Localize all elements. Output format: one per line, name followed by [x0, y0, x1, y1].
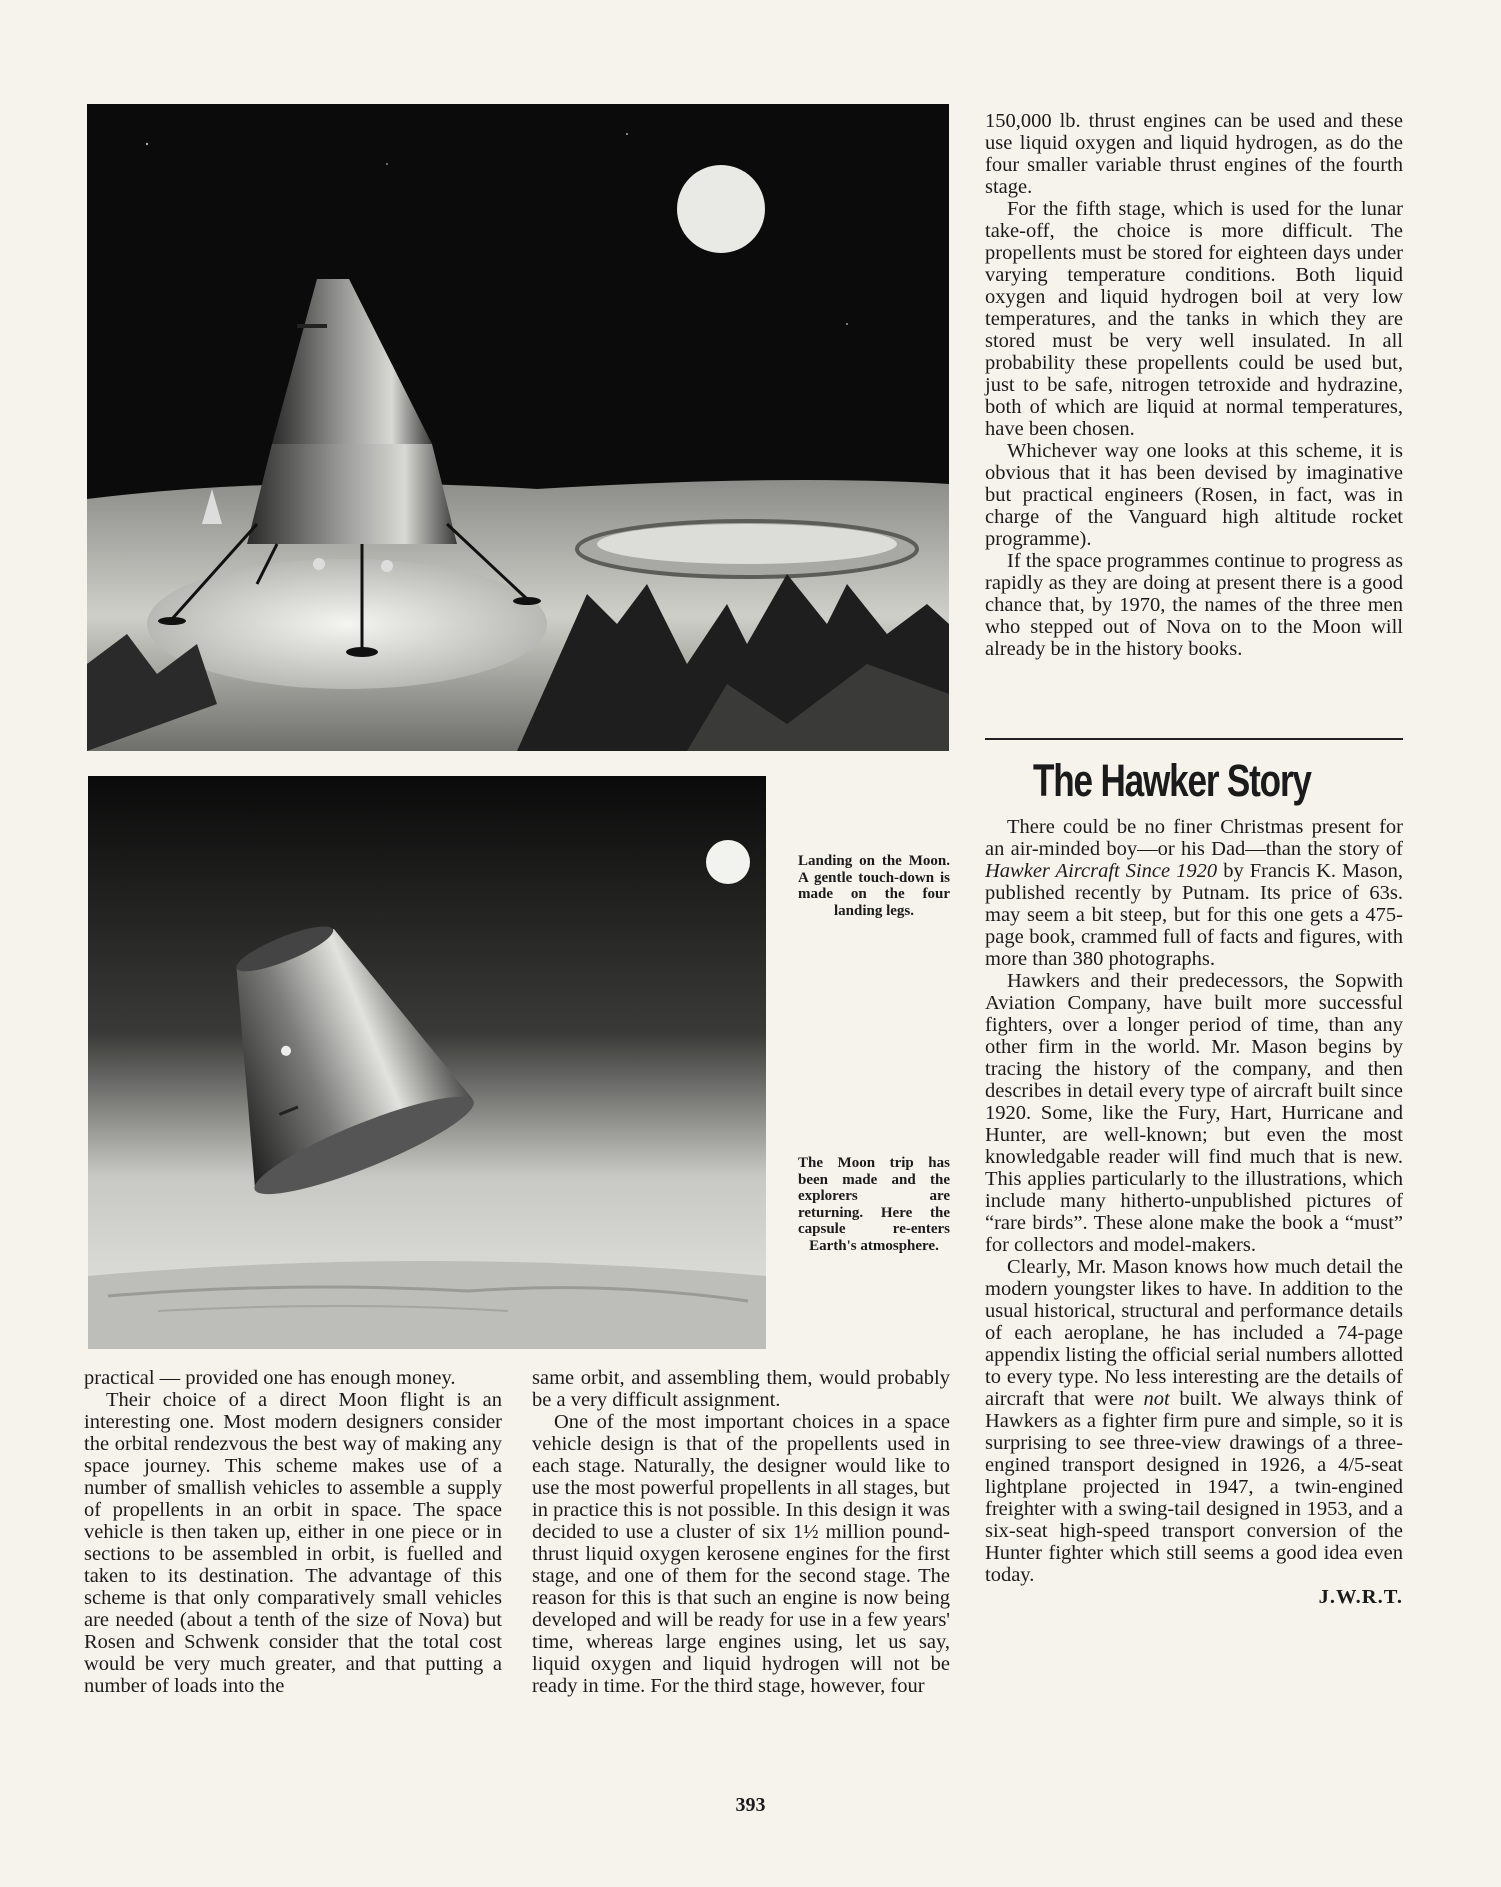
paragraph: Clearly, Mr. Mason knows how much detail the modern youngster likes to have. In addition to the usual historical, structural and performance details of each aeroplane, he has included a 74-page appendix listing the official serial numbers allotted to every type. No less interesting are the details of aircraft that were not built. We always think of Hawkers as a fighter firm pure and simple, so it is surprising to see three-view drawings of a three-engined transport designed in 1926, a 4/5-seat lightplane projected in 1947, a twin-engined freighter with a swing-tail designed in 1953, and a six-seat high-speed transport conversion of the Hunter fighter which still seems a good idea even today. — [985, 1256, 1403, 1586]
page-number: 393 — [735, 1794, 766, 1816]
book-title: Hawker Aircraft Since 1920 — [985, 860, 1218, 882]
earth-disc — [677, 165, 765, 253]
article-column-bottom-2 — [532, 1367, 950, 1697]
paragraph: If the space programmes continue to progress as rapidly as they are doing at present there is a good chance that, by 1970, the names of the three men who stepped out of Nova on to the Moon will already be in the history books. — [985, 550, 1403, 660]
paragraph: There could be no finer Christmas present for an air-minded boy—or his Dad—than the story of Hawker Aircraft Since 1920 by Francis K. Mason, published recently by Putnam. Its price of 63s. may seem a bit steep, but for this one gets a 475-page book, crammed full of facts and figures, with more than 380 photographs. — [985, 816, 1403, 970]
paragraph: For the fifth stage, which is used for the lunar take-off, the choice is more difficult. The propellents must be stored for eighteen days under varying temperature conditions. Both liquid oxygen and liquid hydrogen boil at very low temperatures, and the tanks in which they are stored must be very well insulated. In all probability these propellents could be used but, just to be safe, nitrogen tetroxide and hydrazine, both of which are liquid at normal temperatures, have been chosen. — [985, 198, 1403, 440]
paragraph: One of the most important choices in a space vehicle design is that of the propellents used in each stage. Naturally, the designer would like to use the most powerful propellents in all stages, but in practice this is not possible. In this design it was decided to use a cluster of six 1½ million pound-thrust liquid oxygen kerosene engines for the first stage, and one of them for the second stage. The reason for this is that such an engine is now being developed and will be ready for use in a few years' time, whereas large engines using, let us say, liquid oxygen and liquid hydrogen will not be ready in time. For the third stage, however, four — [532, 1411, 950, 1697]
moon-landing-illustration — [87, 104, 949, 751]
reentry-illustration — [88, 776, 766, 1349]
paragraph: Whichever way one looks at this scheme, it is obvious that it has been devised by imaginative but practical engineers (Rosen, in fact, was in charge of the Vanguard high altitude rocket programme). — [985, 440, 1403, 550]
reentry-caption: The Moon trip has been made and the explorers are returning. Here the capsule re-enters Earth's atmosphere. — [798, 1155, 950, 1254]
paragraph: Their choice of a direct Moon flight is an interesting one. Most modern designers consider the orbital rendezvous the best way of making any space journey. This scheme makes use of a number of smallish vehicles to assemble a supply of propellents in an orbit in space. The space vehicle is then taken up, either in one piece or in sections to be assembled in orbit, is fuelled and taken to its destination. The advantage of this scheme is that only comparatively small vehicles are needed (about a tenth of the size of Nova) but Rosen and Schwenk consider that the total cost would be very much greater, and that putting a number of loads into the — [84, 1389, 502, 1697]
paragraph: same orbit, and assembling them, would probably be a very difficult assignment. — [532, 1367, 950, 1411]
landing-caption: Landing on the Moon. A gentle touch-down is made on the four landing legs. — [798, 853, 950, 919]
paragraph: practical — provided one has enough money. — [84, 1367, 456, 1389]
hawker-column — [985, 816, 1403, 1608]
paragraph: 150,000 lb. thrust engines can be used and these use liquid oxygen and liquid hydrogen, as do the four smaller variable thrust engines of the fourth stage. — [985, 110, 1403, 198]
author-signature: J.W.R.T. — [1318, 1586, 1403, 1608]
section-title: The Hawker Story — [1033, 755, 1311, 806]
moon-disc — [706, 840, 750, 884]
article-column-top-right — [985, 110, 1403, 660]
lunar-lander-lower — [247, 444, 457, 544]
moon-landing-scene — [87, 104, 949, 751]
article-column-bottom-1 — [84, 1367, 502, 1697]
section-divider — [985, 738, 1403, 740]
paragraph: Hawkers and their predecessors, the Sopwith Aviation Company, have built more successful fighters, over a longer period of time, than any other firm in the world. Mr. Mason begins by tracing the history of the company, and then describes in detail every type of aircraft built since 1920. Some, like the Fury, Hart, Hurricane and Hunter, are well-known; but even the most knowledgable reader will find much that is new. This applies particularly to the illustrations, which include many hitherto-unpublished pictures of “rare birds”. These alone make the book a “must” for collectors and model-makers. — [985, 970, 1403, 1256]
emphasis: not — [1143, 1388, 1170, 1410]
reentry-scene — [88, 776, 766, 1349]
